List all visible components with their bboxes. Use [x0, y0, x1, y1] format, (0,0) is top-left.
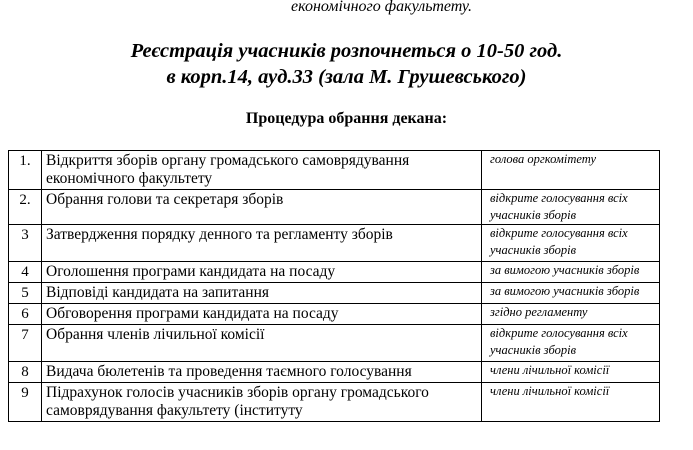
- agenda-table: [8, 150, 660, 422]
- row-text: Обрання членів лічильної комісії: [42, 325, 482, 362]
- table-row: [9, 262, 660, 283]
- table-row: [9, 225, 660, 262]
- row-text: Обговорення програми кандидата на посаду: [42, 304, 482, 325]
- row-number: 2.: [9, 190, 42, 225]
- registration-notice: [0, 38, 693, 90]
- table-row: [9, 283, 660, 304]
- row-note: за вимогою учасників зборів: [482, 262, 660, 283]
- row-number: 1.: [9, 151, 42, 190]
- row-number: 3: [9, 225, 42, 262]
- faculty-line: економічного факультету.: [290, 0, 473, 15]
- row-text: Обрання голови та секретаря зборів: [42, 190, 482, 225]
- row-text: Видача бюлетенів та проведення таємного голосування: [42, 362, 482, 383]
- table-row: [9, 190, 660, 225]
- row-text: Оголошення програми кандидата на посаду: [42, 262, 482, 283]
- table-row: [9, 304, 660, 325]
- row-note: відкрите голосування всіх учасників зборів: [482, 190, 660, 225]
- row-text: Відповіді кандидата на запитання: [42, 283, 482, 304]
- row-text: Затвердження порядку денного та регламенту зборів: [42, 225, 482, 262]
- table-row: [9, 383, 660, 422]
- table-row: [9, 151, 660, 190]
- row-note: голова оргкомітету: [482, 151, 660, 190]
- row-text: Підрахунок голосів учасників зборів органу громадського самоврядування факультету (інституту: [42, 383, 482, 422]
- row-number: 9: [9, 383, 42, 422]
- table-row: [9, 325, 660, 362]
- row-number: 4: [9, 262, 42, 283]
- row-note: відкрите голосування всіх учасників зборів: [482, 325, 660, 362]
- row-note: за вимогою учасників зборів: [482, 283, 660, 304]
- row-note: члени лічильної комісії: [482, 362, 660, 383]
- registration-line-2: в корп.14, ауд.33 (зала М. Грушевського): [166, 66, 527, 88]
- row-note: відкрите голосування всіх учасників зборів: [482, 225, 660, 262]
- row-number: 5: [9, 283, 42, 304]
- procedure-title: Процедура обрання декана:: [245, 110, 448, 127]
- registration-line-1: Реєстрація учасників розпочнеться о 10-50 год.: [130, 40, 563, 62]
- row-number: 6: [9, 304, 42, 325]
- row-text: Відкриття зборів органу громадського самоврядування економічного факультету: [42, 151, 482, 190]
- row-number: 7: [9, 325, 42, 362]
- row-note: згідно регламенту: [482, 304, 660, 325]
- table-row: [9, 362, 660, 383]
- row-note: члени лічильної комісії: [482, 383, 660, 422]
- row-number: 8: [9, 362, 42, 383]
